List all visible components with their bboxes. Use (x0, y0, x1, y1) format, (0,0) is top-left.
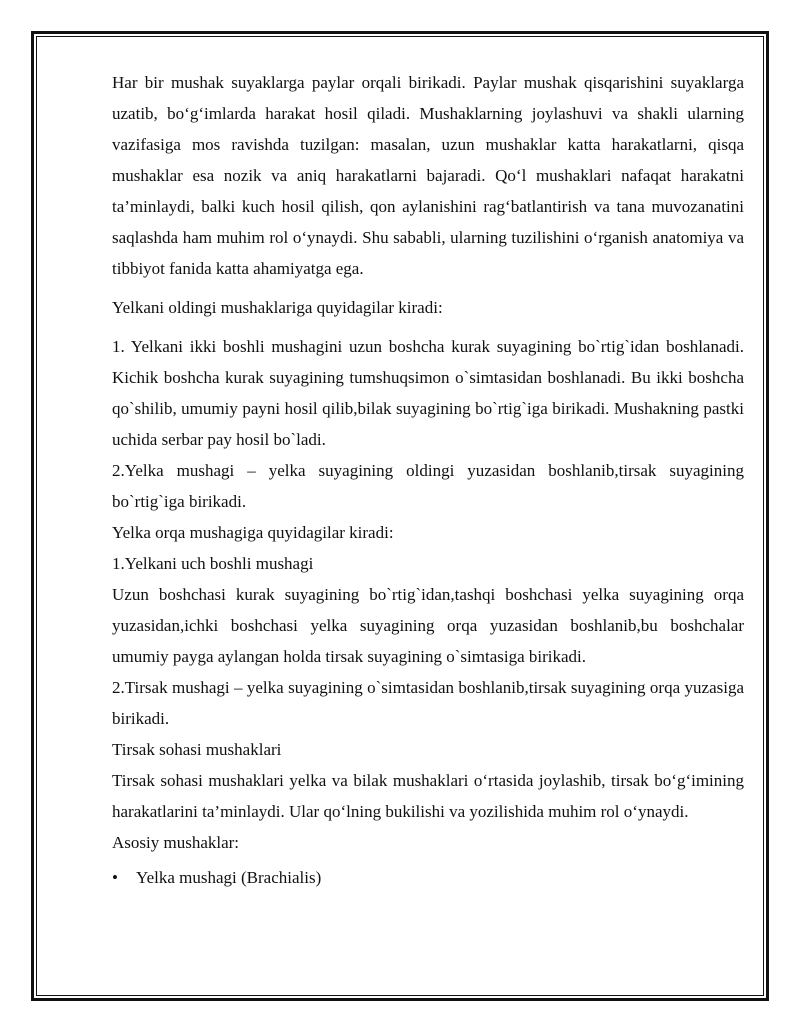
paragraph-elbow: Tirsak sohasi mushaklari yelka va bilak mushaklari o‘rtasida joylashib, tirsak bo‘g‘imining harakatlarini ta’minlaydi. Ular qo‘lning bukilishi va yozilishida muhim rol o‘ynaydi. (112, 771, 744, 821)
heading-main-muscles: Asosiy mushaklar: (112, 833, 240, 852)
bullet-icon: • (112, 868, 118, 887)
list-item (112, 862, 744, 893)
heading-back-muscles: Yelka orqa mushagiga quyidagilar kiradi: (112, 523, 394, 542)
paragraph-intro: Har bir mushak suyaklarga paylar orqali birikadi. Paylar mushak qisqarishini suyaklarga uzatib, bo‘g‘imlarda harakat hosil qiladi. Mushaklarning joylashuvi va shakli ularning vazifasiga mos ravishda tuzilgan: masalan, uzun mushaklar katta harakatlarni, qisqa mushaklar esa nozik va aniq harakatlarni bajaradi. Qo‘l mushaklari nafaqat harakatni ta’minlaydi, balki kuch hosil qilish, qon aylanishini rag‘batlantirish va tana muvozanatini saqlashda ham muhim rol o‘ynaydi. Shu sababli, ularning tuzilishini o‘rganish anatomiya va tibbiyot fanida katta ahamiyatga ega. (112, 73, 744, 278)
paragraph-brachialis: 2.Yelka mushagi – yelka suyagining oldingi yuzasidan boshlanib,tirsak suyagining bo`rtig`iga birikadi. (112, 461, 744, 511)
document-body (112, 67, 744, 893)
paragraph-anconeus: 2.Tirsak mushagi – yelka suyagining o`simtasidan boshlanib,tirsak suyagining orqa yuzasiga birikadi. (112, 678, 744, 728)
paragraph-triceps-title: 1.Yelkani uch boshli mushagi (112, 554, 314, 573)
paragraph-biceps: 1. Yelkani ikki boshli mushagini uzun boshcha kurak suyagining bo`rtig`idan boshlanadi. Kichik boshcha kurak suyagining tumshuqsimon o`simtasidan boshlanadi. Bu ikki boshcha qo`shilib, umumiy payni hosil qilib,bilak suyagining bo`rtig`iga birikadi. Mushakning pastki uchida serbar pay hosil bo`ladi. (112, 337, 744, 449)
paragraph-triceps: Uzun boshchasi kurak suyagining bo`rtig`idan,tashqi boshchasi yelka suyagining orqa yuzasidan,ichki boshchasi yelka suyagining orqa yuzasidan boshlanib,bu boshchalar umumiy payga aylangan holda tirsak suyagining o`simtasiga birikadi. (112, 585, 744, 666)
list-item-text: Yelka mushagi (Brachialis) (136, 868, 322, 887)
heading-elbow-muscles: Tirsak sohasi mushaklari (112, 740, 282, 759)
heading-front-muscles: Yelkani oldingi mushaklariga quyidagilar kiradi: (112, 298, 443, 317)
